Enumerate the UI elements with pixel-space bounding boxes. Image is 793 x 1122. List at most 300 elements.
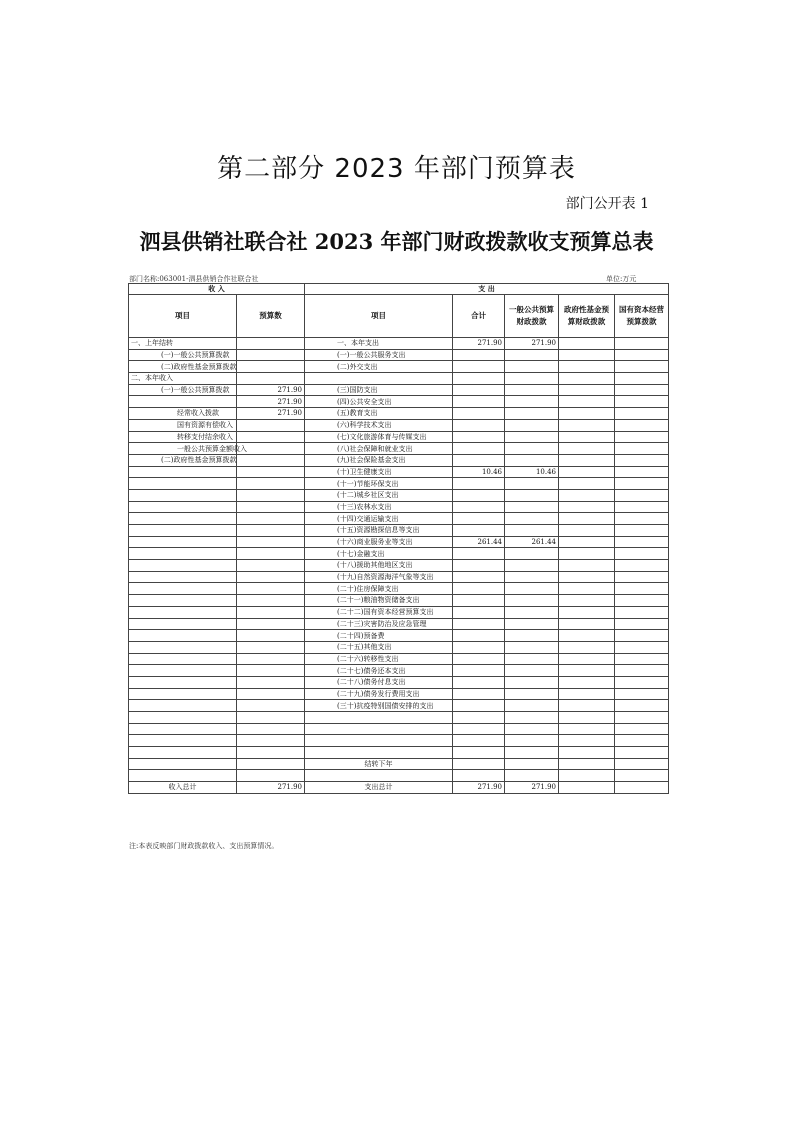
total-amount [453, 595, 505, 607]
total-amount [453, 735, 505, 747]
state-capital-amount [615, 641, 669, 653]
state-capital-amount [615, 536, 669, 548]
income-item: (二)政府性基金预算拨款 [129, 361, 237, 373]
expense-item: (七)文化旅游体育与传媒支出 [305, 431, 453, 443]
state-capital-amount [615, 525, 669, 537]
income-amount [237, 747, 305, 759]
income-item [129, 618, 237, 630]
state-capital-amount [615, 758, 669, 770]
income-item: (二)政府性基金预算拨款 [129, 454, 237, 466]
table-row [129, 688, 669, 700]
gov-fund-amount [559, 431, 615, 443]
total-income-amount: 271.90 [237, 782, 305, 794]
state-capital-amount [615, 373, 669, 385]
table-row [129, 700, 669, 712]
table-row [129, 676, 669, 688]
income-amount [237, 466, 305, 478]
general-budget-amount [505, 525, 559, 537]
expense-item: (十一)节能环保支出 [305, 478, 453, 490]
total-amount [453, 618, 505, 630]
gov-fund-amount [559, 571, 615, 583]
income-item [129, 700, 237, 712]
expense-item: 结转下年 [305, 758, 453, 770]
income-item [129, 536, 237, 548]
income-amount: 271.90 [237, 384, 305, 396]
gov-fund-amount [559, 665, 615, 677]
state-capital-amount [615, 747, 669, 759]
income-item [129, 735, 237, 747]
gov-fund-amount [559, 373, 615, 385]
general-budget-amount [505, 443, 559, 455]
gov-fund-amount [559, 525, 615, 537]
general-budget-amount [505, 712, 559, 724]
table-row [129, 384, 669, 396]
general-budget-amount [505, 700, 559, 712]
expense-item: (二十四)预备费 [305, 630, 453, 642]
table-row [129, 408, 669, 420]
state-capital-amount [615, 454, 669, 466]
expense-item [305, 373, 453, 385]
income-amount [237, 606, 305, 618]
table-body [129, 338, 669, 794]
gov-fund-amount [559, 630, 615, 642]
total-amount [453, 525, 505, 537]
expense-item: (二十一)粮油物资储备支出 [305, 595, 453, 607]
table-row [129, 595, 669, 607]
expense-item: (十九)自然资源海洋气象等支出 [305, 571, 453, 583]
income-amount [237, 419, 305, 431]
general-budget-amount [505, 349, 559, 361]
gov-fund-amount [559, 478, 615, 490]
general-budget-amount [505, 548, 559, 560]
general-budget-amount: 271.90 [505, 338, 559, 350]
income-item [129, 571, 237, 583]
expense-item: (十七)金融支出 [305, 548, 453, 560]
general-budget-amount [505, 408, 559, 420]
income-amount [237, 373, 305, 385]
table-row [129, 618, 669, 630]
expense-item: (十三)农林水支出 [305, 501, 453, 513]
state-capital-amount [615, 384, 669, 396]
state-capital-amount [615, 688, 669, 700]
table-row [129, 653, 669, 665]
general-budget-amount [505, 606, 559, 618]
state-capital-amount [615, 489, 669, 501]
gov-fund-amount [559, 712, 615, 724]
general-budget-amount [505, 396, 559, 408]
income-amount [237, 758, 305, 770]
expense-item: (二十二)国有资本经营预算支出 [305, 606, 453, 618]
income-item [129, 665, 237, 677]
state-capital-amount [615, 723, 669, 735]
general-budget-amount [505, 571, 559, 583]
income-amount [237, 583, 305, 595]
state-capital-amount [615, 735, 669, 747]
total-row [129, 782, 669, 794]
general-budget-amount [505, 770, 559, 782]
income-item [129, 513, 237, 525]
income-amount [237, 700, 305, 712]
income-amount [237, 361, 305, 373]
total-amount [453, 747, 505, 759]
state-capital-amount [615, 466, 669, 478]
gov-fund-amount [559, 419, 615, 431]
expense-item [305, 747, 453, 759]
total-amount [453, 548, 505, 560]
income-item [129, 653, 237, 665]
total-gov-fund-amount [559, 782, 615, 794]
state-capital-amount [615, 606, 669, 618]
state-capital-amount [615, 361, 669, 373]
expense-item: (十二)城乡社区支出 [305, 489, 453, 501]
expense-item-header: 项目 [305, 295, 453, 338]
gov-fund-amount [559, 361, 615, 373]
main-title: 泗县供销社联合社 2023 年部门财政拨款收支预算总表 [139, 229, 654, 254]
total-amount [453, 665, 505, 677]
income-item: 一般公共预算金额收入 [129, 443, 237, 455]
gov-fund-amount [559, 583, 615, 595]
state-capital-amount [615, 396, 669, 408]
income-amount [237, 653, 305, 665]
state-capital-amount [615, 478, 669, 490]
expense-item: (十八)援助其他地区支出 [305, 560, 453, 572]
gov-fund-amount [559, 688, 615, 700]
general-budget-amount [505, 489, 559, 501]
table-row [129, 770, 669, 782]
table-row [129, 513, 669, 525]
general-budget-amount [505, 641, 559, 653]
income-item [129, 489, 237, 501]
expense-item: (十四)交通运输支出 [305, 513, 453, 525]
expense-item: (一)一般公共服务支出 [305, 349, 453, 361]
general-budget-amount [505, 653, 559, 665]
general-budget-amount [505, 513, 559, 525]
state-capital-amount [615, 419, 669, 431]
general-budget-amount [505, 630, 559, 642]
total-amount [453, 478, 505, 490]
total-amount [453, 431, 505, 443]
total-amount [453, 513, 505, 525]
table-row [129, 338, 669, 350]
expense-item [305, 770, 453, 782]
expense-item [305, 723, 453, 735]
table-row [129, 525, 669, 537]
total-header: 合计 [453, 295, 505, 338]
general-budget-amount [505, 373, 559, 385]
income-amount [237, 735, 305, 747]
unit-label: 单位:万元 [606, 275, 637, 283]
income-item [129, 688, 237, 700]
total-amount [453, 501, 505, 513]
income-amount [237, 338, 305, 350]
total-amount [453, 384, 505, 396]
general-budget-amount [505, 384, 559, 396]
income-amount [237, 525, 305, 537]
total-amount [453, 396, 505, 408]
gov-fund-amount [559, 466, 615, 478]
state-capital-amount [615, 676, 669, 688]
income-amount [237, 560, 305, 572]
expense-item: (二十九)债务发行费用支出 [305, 688, 453, 700]
general-budget-amount [505, 723, 559, 735]
form-number: 部门公开表 1 [565, 196, 649, 212]
gov-fund-amount [559, 618, 615, 630]
income-item: 经常收入拨款 [129, 408, 237, 420]
general-budget-amount [505, 665, 559, 677]
gov-fund-amount [559, 548, 615, 560]
gov-fund-amount [559, 735, 615, 747]
income-amount [237, 454, 305, 466]
gov-fund-amount [559, 723, 615, 735]
income-item [129, 747, 237, 759]
table-row [129, 443, 669, 455]
income-item [129, 525, 237, 537]
expense-item: (二十五)其他支出 [305, 641, 453, 653]
income-amount [237, 641, 305, 653]
state-capital-amount [615, 770, 669, 782]
expense-item: (十)卫生健康支出 [305, 466, 453, 478]
table-row [129, 560, 669, 572]
state-capital-amount [615, 501, 669, 513]
total-amount [453, 723, 505, 735]
gov-fund-amount [559, 454, 615, 466]
expense-item: (六)科学技术支出 [305, 419, 453, 431]
general-budget-amount: 10.46 [505, 466, 559, 478]
income-amount [237, 349, 305, 361]
income-item [129, 548, 237, 560]
income-item [129, 641, 237, 653]
income-amount [237, 536, 305, 548]
total-amount [453, 758, 505, 770]
general-budget-amount: 261.44 [505, 536, 559, 548]
income-amount: 271.90 [237, 408, 305, 420]
gov-fund-header: 政府性基金预算财政拨款 [559, 295, 615, 338]
income-item [129, 396, 237, 408]
income-item [129, 583, 237, 595]
total-amount [453, 373, 505, 385]
gov-fund-amount [559, 338, 615, 350]
income-section-header: 收 入 [129, 284, 305, 295]
state-capital-amount [615, 338, 669, 350]
income-amount [237, 688, 305, 700]
general-budget-amount [505, 478, 559, 490]
table-row [129, 583, 669, 595]
income-amount [237, 478, 305, 490]
table-row [129, 396, 669, 408]
income-item [129, 466, 237, 478]
gov-fund-amount [559, 396, 615, 408]
table-row [129, 501, 669, 513]
income-amount [237, 431, 305, 443]
gov-fund-amount [559, 676, 615, 688]
income-amount [237, 489, 305, 501]
income-item [129, 676, 237, 688]
total-state-capital-amount [615, 782, 669, 794]
table-row [129, 735, 669, 747]
table-row [129, 349, 669, 361]
income-item [129, 630, 237, 642]
gov-fund-amount [559, 489, 615, 501]
total-amount [453, 349, 505, 361]
expense-item: 一、本年支出 [305, 338, 453, 350]
income-amount [237, 548, 305, 560]
income-item: (一)一般公共预算拨款 [129, 384, 237, 396]
gov-fund-amount [559, 747, 615, 759]
expense-item: (二十六)转移性支出 [305, 653, 453, 665]
state-capital-amount [615, 583, 669, 595]
general-budget-amount [505, 501, 559, 513]
income-amount [237, 571, 305, 583]
income-item: 一、上年结转 [129, 338, 237, 350]
gov-fund-amount [559, 408, 615, 420]
income-amount [237, 501, 305, 513]
column-header-row [129, 295, 669, 338]
state-capital-amount [615, 700, 669, 712]
total-amount [453, 560, 505, 572]
gov-fund-amount [559, 560, 615, 572]
income-item [129, 606, 237, 618]
gov-fund-amount [559, 536, 615, 548]
table-row [129, 712, 669, 724]
table-row [129, 431, 669, 443]
income-amount [237, 723, 305, 735]
income-item [129, 478, 237, 490]
general-budget-amount [505, 676, 559, 688]
table-row [129, 747, 669, 759]
gov-fund-amount [559, 606, 615, 618]
income-amount [237, 595, 305, 607]
total-amount [453, 489, 505, 501]
expense-item: (二)外交支出 [305, 361, 453, 373]
footnote: 注:本表反映部门财政拨款收入、支出预算情况。 [129, 842, 279, 850]
department-label: 部门名称:063001-泗县供销合作社联合社 [129, 275, 259, 283]
total-amount [453, 443, 505, 455]
total-amount [453, 688, 505, 700]
income-amount [237, 618, 305, 630]
income-item-header: 项目 [129, 295, 237, 338]
table-row [129, 373, 669, 385]
table-row [129, 548, 669, 560]
table-row [129, 489, 669, 501]
gov-fund-amount [559, 384, 615, 396]
gov-fund-amount [559, 443, 615, 455]
total-amount [453, 676, 505, 688]
income-item [129, 501, 237, 513]
table-row [129, 630, 669, 642]
table-row [129, 361, 669, 373]
general-budget-amount [505, 361, 559, 373]
table-row [129, 641, 669, 653]
total-amount [453, 408, 505, 420]
general-budget-amount [505, 735, 559, 747]
income-item [129, 560, 237, 572]
income-amount [237, 665, 305, 677]
income-item: 二、本年收入 [129, 373, 237, 385]
expense-item: (二十)住房保障支出 [305, 583, 453, 595]
income-budget-header: 预算数 [237, 295, 305, 338]
general-budget-amount [505, 431, 559, 443]
expense-item: (五)教育支出 [305, 408, 453, 420]
state-capital-amount [615, 665, 669, 677]
expense-item: (二十七)债务还本支出 [305, 665, 453, 677]
general-budget-amount [505, 560, 559, 572]
income-amount [237, 513, 305, 525]
total-amount [453, 454, 505, 466]
gov-fund-amount [559, 758, 615, 770]
total-amount [453, 712, 505, 724]
general-budget-amount [505, 419, 559, 431]
gov-fund-amount [559, 501, 615, 513]
table-row [129, 419, 669, 431]
state-capital-amount [615, 630, 669, 642]
expense-item [305, 735, 453, 747]
gov-fund-amount [559, 770, 615, 782]
general-budget-amount [505, 618, 559, 630]
total-amount [453, 653, 505, 665]
gov-fund-amount [559, 595, 615, 607]
total-amount [453, 770, 505, 782]
income-item [129, 758, 237, 770]
expense-item: (十五)资源勘探信息等支出 [305, 525, 453, 537]
expense-item: (二十三)灾害防治及应急管理 [305, 618, 453, 630]
expense-item: (四)公共安全支出 [305, 396, 453, 408]
total-expense-item: 支出总计 [305, 782, 453, 794]
income-item: 国有资源有偿收入 [129, 419, 237, 431]
total-amount: 271.90 [453, 338, 505, 350]
expense-item: (二十八)债务付息支出 [305, 676, 453, 688]
income-item [129, 723, 237, 735]
income-item: 转移支付结余收入 [129, 431, 237, 443]
income-amount [237, 676, 305, 688]
budget-table [128, 283, 669, 794]
gov-fund-amount [559, 653, 615, 665]
state-capital-amount [615, 571, 669, 583]
general-budget-amount [505, 595, 559, 607]
state-capital-amount [615, 443, 669, 455]
income-item [129, 770, 237, 782]
income-amount [237, 630, 305, 642]
expense-item: (三十)抗疫特别国债安排的支出 [305, 700, 453, 712]
state-capital-amount [615, 653, 669, 665]
state-capital-amount [615, 560, 669, 572]
table-row [129, 478, 669, 490]
general-budget-header: 一般公共预算财政拨款 [505, 295, 559, 338]
part-title: 第二部分 2023 年部门预算表 [217, 154, 576, 184]
total-general-budget-amount: 271.90 [505, 782, 559, 794]
general-budget-amount [505, 747, 559, 759]
state-capital-amount [615, 349, 669, 361]
income-amount [237, 770, 305, 782]
general-budget-amount [505, 454, 559, 466]
state-capital-header: 国有资本经营预算拨款 [615, 295, 669, 338]
state-capital-amount [615, 431, 669, 443]
income-amount: 271.90 [237, 396, 305, 408]
state-capital-amount [615, 712, 669, 724]
table-row [129, 454, 669, 466]
table-row [129, 665, 669, 677]
state-capital-amount [615, 548, 669, 560]
total-amount: 10.46 [453, 466, 505, 478]
gov-fund-amount [559, 349, 615, 361]
table-row [129, 571, 669, 583]
gov-fund-amount [559, 513, 615, 525]
state-capital-amount [615, 595, 669, 607]
total-amount [453, 606, 505, 618]
general-budget-amount [505, 688, 559, 700]
income-amount [237, 712, 305, 724]
table-row [129, 758, 669, 770]
total-amount [453, 630, 505, 642]
